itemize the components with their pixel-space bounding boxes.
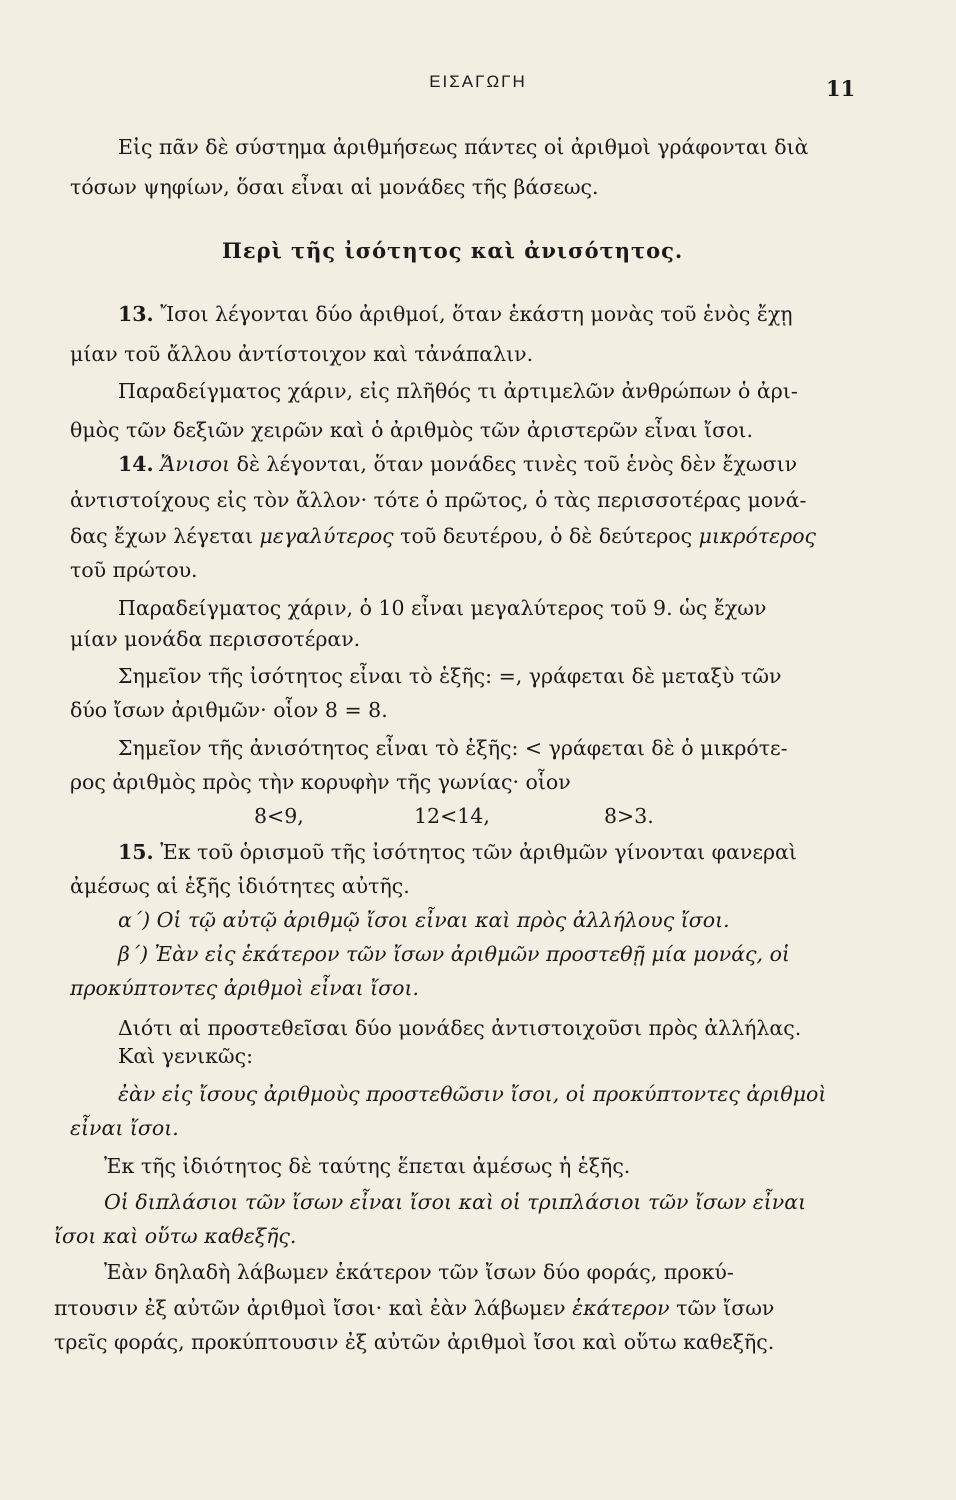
line-text: Εἰς πᾶν δὲ σύστημα ἀριθμήσεως πάντες οἱ ἀριθμοὶ γράφονται διὰ	[118, 135, 809, 159]
property-a	[118, 910, 730, 931]
text-line	[118, 666, 781, 687]
running-header: ΕΙΣΑΓΩΓΗ	[429, 72, 527, 91]
text-line	[70, 420, 753, 441]
text-line	[70, 560, 198, 581]
property-b	[118, 944, 790, 965]
line-text: α΄) Οἱ τῷ αὐτῷ ἀριθμῷ ἴσοι εἶναι καὶ πρὸς ἀλλήλους ἴσοι.	[118, 908, 730, 932]
line-text: τῶν ἴσων	[676, 1296, 775, 1320]
text-line	[70, 700, 388, 721]
text-line	[70, 526, 816, 547]
paragraph-15	[118, 842, 797, 863]
line-text: τοῦ δευτέρου, ὁ δὲ δεύτερος	[400, 524, 693, 548]
section-heading	[222, 240, 683, 261]
text-line	[70, 1118, 179, 1139]
paragraph-13	[118, 304, 793, 325]
line-text: ἴσοι καὶ οὕτω καθεξῆς.	[54, 1224, 297, 1248]
line-text: δύο ἴσων ἀριθμῶν· οἷον 8 = 8.	[70, 698, 388, 722]
line-text: ἀμέσως αἱ ἑξῆς ἰδιότητες αὐτῆς.	[70, 874, 410, 898]
text-line	[70, 772, 571, 793]
line-text: δας ἔχων λέγεται	[70, 524, 254, 548]
paragraph-number: 13.	[118, 302, 154, 326]
line-text: Παραδείγματος χάριν, εἰς πλῆθός τι ἀρτιμελῶν ἀνθρώπων ὁ ἀρι-	[118, 379, 798, 403]
line-text: Καὶ γενικῶς:	[118, 1044, 254, 1068]
italic-term: Ἄνισοι	[160, 452, 231, 476]
text-line	[118, 598, 766, 619]
text-line	[118, 738, 788, 759]
line-text: Παραδείγματος χάριν, ὁ 10 εἶναι μεγαλύτερος τοῦ 9. ὡς ἔχων	[118, 596, 767, 620]
text-line	[54, 1332, 774, 1353]
text-line	[118, 1084, 826, 1105]
line-text: εἶναι ἴσοι.	[70, 1116, 179, 1140]
text-line	[118, 137, 855, 158]
text-line	[104, 1262, 734, 1283]
line-text: Ἐὰν δηλαδὴ λάβωμεν ἑκάτερον τῶν ἴσων δύο φοράς, προκύ-	[104, 1260, 734, 1284]
line-text: θμὸς τῶν δεξιῶν χειρῶν καὶ ὁ ἀριθμὸς τῶν ἀριστερῶν εἶναι ἴσοι.	[70, 418, 753, 442]
line-text: Οἱ διπλάσιοι τῶν ἴσων εἶναι ἴσοι καὶ οἱ τριπλάσιοι τῶν ἴσων εἶναι	[104, 1190, 807, 1214]
page-number: 11	[826, 76, 856, 101]
text-line	[70, 490, 806, 511]
text-line	[54, 1226, 296, 1247]
text-line	[70, 177, 599, 198]
line-text: ρος ἀριθμὸς πρὸς τὴν κορυφὴν τῆς γωνίας· οἷον	[70, 770, 571, 794]
line-text: Διότι αἱ προστεθεῖσαι δύο μονάδες ἀντιστοιχοῦσι πρὸς ἀλλήλας.	[118, 1016, 802, 1040]
line-text: Ἐκ τοῦ ὁρισμοῦ τῆς ἰσότητος τῶν ἀριθμῶν γίνονται φανεραὶ	[160, 840, 797, 864]
line-text: τρεῖς φοράς, προκύπτουσιν ἐξ αὐτῶν ἀριθμοὶ ἴσοι καὶ οὕτω καθεξῆς.	[54, 1330, 775, 1354]
italic-term: μικρότερος	[698, 524, 817, 548]
line-text: τόσων ψηφίων, ὅσαι εἶναι αἱ μονάδες τῆς βάσεως.	[70, 175, 599, 199]
text-line	[70, 629, 360, 650]
text-line	[54, 1298, 774, 1319]
text-line	[104, 1192, 806, 1213]
line-text: προκύπτοντες ἀριθμοὶ εἶναι ἴσοι.	[70, 976, 420, 1000]
text-line	[70, 978, 419, 999]
line-text: μίαν τοῦ ἄλλου ἀντίστοιχον καὶ τἀνάπαλιν.	[70, 342, 534, 366]
example-1: 8<9,	[254, 804, 304, 828]
line-text: ἀντιστοίχους εἰς τὸν ἄλλον· τότε ὁ πρῶτος, ὁ τὰς περισσοτέρας μονά-	[70, 488, 807, 512]
heading-text: Περὶ τῆς ἰσότητος καὶ ἀνισότητος.	[222, 238, 684, 263]
paragraph-number: 14.	[118, 452, 154, 476]
italic-term: ἑκάτερον	[572, 1296, 670, 1320]
line-text: πτουσιν ἐξ αὐτῶν ἀριθμοὶ ἴσοι· καὶ ἐὰν λάβωμεν	[54, 1296, 566, 1320]
paragraph-14	[118, 454, 797, 475]
line-text: β΄) Ἐὰν εἰς ἑκάτερον τῶν ἴσων ἀριθμῶν προστεθῇ μία μονάς, οἱ	[118, 942, 790, 966]
example-2: 12<14,	[414, 804, 490, 828]
italic-term: μεγαλύτερος	[259, 524, 394, 548]
text-line	[70, 344, 533, 365]
text-line	[70, 876, 410, 897]
text-line	[104, 1156, 630, 1177]
text-line	[118, 381, 798, 402]
line-text: δὲ λέγονται, ὅταν μονάδες τινὲς τοῦ ἑνὸς δὲν ἔχωσιν	[236, 452, 798, 476]
line-text: μίαν μονάδα περισσοτέραν.	[70, 627, 361, 651]
line-text: Ἴσοι λέγονται δύο ἀριθμοί, ὅταν ἑκάστη μονὰς τοῦ ἑνὸς ἔχῃ	[160, 302, 793, 326]
line-text: Σημεῖον τῆς ἰσότητος εἶναι τὸ ἑξῆς: =, γράφεται δὲ μεταξὺ τῶν	[118, 664, 782, 688]
line-text: τοῦ πρώτου.	[70, 558, 198, 582]
paragraph-number: 15.	[118, 840, 154, 864]
example-3: 8>3.	[604, 804, 654, 828]
line-text: ἐὰν εἰς ἴσους ἀριθμοὺς προστεθῶσιν ἴσοι, οἱ προκύπτοντες ἀριθμοὶ	[118, 1082, 827, 1106]
line-text: Ἐκ τῆς ἰδιότητος δὲ ταύτης ἕπεται ἀμέσως ἡ ἑξῆς.	[104, 1154, 631, 1178]
line-text: Σημεῖον τῆς ἀνισότητος εἶναι τὸ ἑξῆς: < γράφεται δὲ ὁ μικρότε-	[118, 736, 788, 760]
text-line	[118, 1018, 801, 1039]
text-line	[118, 1046, 253, 1067]
